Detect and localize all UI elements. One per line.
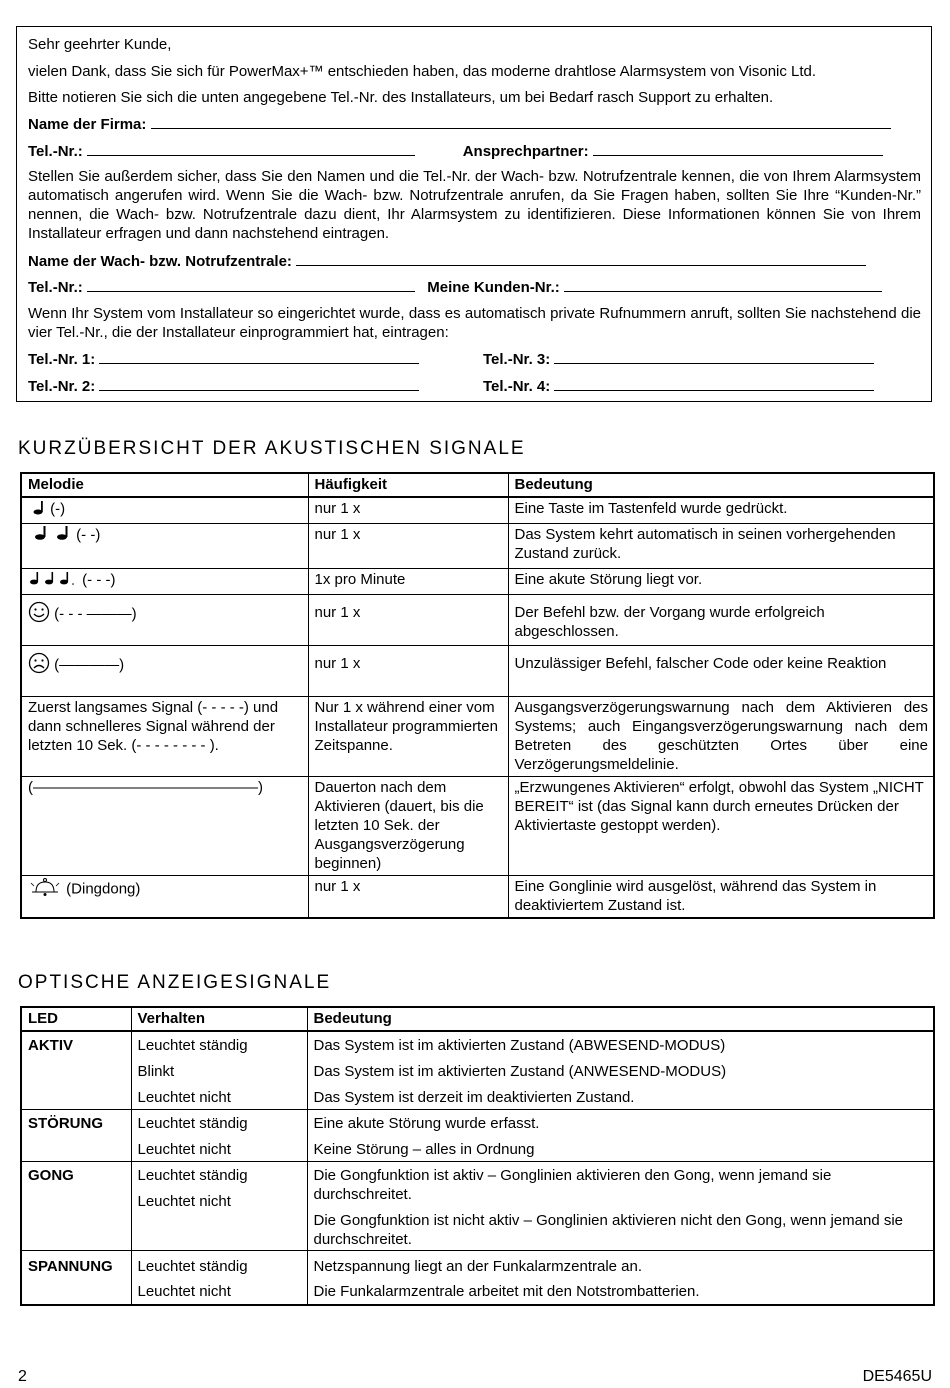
center-name-label: Name der Wach- bzw. Notrufzentrale: xyxy=(28,253,292,270)
tel-field-2[interactable] xyxy=(87,278,415,292)
melody-cell xyxy=(21,645,308,696)
melody-cell xyxy=(21,568,308,594)
meaning-cell: Eine akute Störung liegt vor. xyxy=(508,568,934,594)
tel-field[interactable] xyxy=(87,142,415,156)
optical-table xyxy=(20,1006,935,1306)
tel-contact-row xyxy=(28,142,921,161)
frequency-cell xyxy=(308,645,508,696)
happy-face-icon xyxy=(28,601,50,628)
greeting: Sehr geehrter Kunde, xyxy=(28,36,172,53)
meaning-cell xyxy=(508,594,934,645)
led-cell xyxy=(21,1277,131,1305)
installer-note: Bitte notieren Sie sich die unten angegebene Tel.-Nr. des Installateurs, um bei Bedarf rasch Support zu erhalten. xyxy=(28,89,774,106)
header-frequency: Häufigkeit xyxy=(308,473,508,497)
meaning-cell: „Erzwungenes Aktivieren“ erfolgt, obwohl das System „NICHT BEREIT“ ist (das Signal kann durch erneutes Drücken der Aktiviertaste gestoppt werden). xyxy=(508,776,934,875)
tel1-field[interactable] xyxy=(99,350,419,364)
tel4-label: Tel.-Nr. 4: xyxy=(483,378,551,395)
triple-note-icon xyxy=(28,570,78,591)
company-row xyxy=(28,115,921,134)
melody-text: (-) xyxy=(50,500,66,518)
page-number: 2 xyxy=(18,1368,27,1385)
tel-label: Tel.-Nr.: xyxy=(28,143,83,160)
meaning-cell xyxy=(307,1161,934,1250)
table-row xyxy=(21,1057,934,1083)
melody-text: (———————————————) xyxy=(28,778,263,796)
melody-cell xyxy=(21,523,308,568)
meaning-cell xyxy=(508,645,934,696)
melody-cell xyxy=(21,875,308,918)
melody-text: (- - - ———) xyxy=(54,604,137,622)
behavior-text: Leuchtet ständig xyxy=(137,1166,248,1184)
behavior-cell: Blinkt xyxy=(131,1057,307,1083)
table-row xyxy=(21,875,934,918)
table-row xyxy=(21,1135,934,1161)
led-cell: AKTIV xyxy=(21,1031,131,1057)
behavior-cell: Leuchtet ständig xyxy=(131,1031,307,1057)
led-cell: GONG xyxy=(21,1161,131,1250)
table-row xyxy=(21,696,934,776)
table-row xyxy=(21,594,934,645)
table-row xyxy=(21,568,934,594)
meaning-text: Die Gongfunktion ist nicht aktiv – Gonglinien aktivieren nicht den Gong, wenn jemand sie durchschreitet. xyxy=(313,1211,904,1248)
center-name-row xyxy=(28,252,921,271)
behavior-cell: Leuchtet nicht xyxy=(131,1083,307,1109)
table-row xyxy=(21,776,934,875)
meaning-cell: Eine Gonglinie wird ausgelöst, während das System in deaktiviertem Zustand ist. xyxy=(508,875,934,918)
melody-text: (- -) xyxy=(76,525,101,543)
melody-text: (————) xyxy=(54,655,125,673)
melody-cell xyxy=(21,696,308,776)
tel3-label: Tel.-Nr. 3: xyxy=(483,351,551,368)
customer-no-label: Meine Kunden-Nr.: xyxy=(427,279,560,296)
header-meaning: Bedeutung xyxy=(307,1007,934,1031)
meaning-text: Unzulässiger Befehl, falscher Code oder keine Reaktion xyxy=(514,654,887,672)
optical-heading: OPTISCHE ANZEIGESIGNALE xyxy=(18,972,332,993)
meaning-cell: Das System ist im aktivierten Zustand (ABWESEND-MODUS) xyxy=(307,1031,934,1057)
contact-field[interactable] xyxy=(593,142,883,156)
company-label: Name der Firma: xyxy=(28,116,147,133)
customer-no-field[interactable] xyxy=(564,278,882,292)
melody-text: Zuerst langsames Signal (- - - - -) und dann schnelleres Signal während der letzten 10 Sek. (- - - - - - - - ). xyxy=(28,698,279,754)
private-paragraph: Wenn Ihr System vom Installateur so eingerichtet wurde, dass es automatisch private Rufnummern anruft, sollten Sie nachstehend die vier Tel.-Nr., die der Installateur einprogrammiert hat, eintragen: xyxy=(28,305,921,341)
meaning-cell: Netzspannung liegt an der Funkalarmzentrale an. xyxy=(307,1250,934,1277)
meaning-cell: Die Funkalarmzentrale arbeitet mit den Notstrombatterien. xyxy=(307,1277,934,1305)
melody-cell xyxy=(21,594,308,645)
frequency-cell xyxy=(308,594,508,645)
frequency-cell: 1x pro Minute xyxy=(308,568,508,594)
meaning-cell: Eine akute Störung wurde erfasst. xyxy=(307,1109,934,1135)
meaning-cell: Ausgangsverzögerungswarnung nach dem Aktivieren des Systems; auch Eingangsverzögerungswarnung nach dem Betreten des geschützten Ortes über eine Verzögerungsmeldelinie. xyxy=(508,696,934,776)
meaning-cell: Das System ist derzeit im deaktivierten Zustand. xyxy=(307,1083,934,1109)
center-name-field[interactable] xyxy=(296,252,866,266)
frequency-cell: Nur 1 x während einer vom Installateur programmierten Zeitspanne. xyxy=(308,696,508,776)
table-row xyxy=(21,1083,934,1109)
melody-text: (Dingdong) xyxy=(66,879,141,897)
acoustic-header-row xyxy=(21,473,934,497)
frequency-cell: nur 1 x xyxy=(308,875,508,918)
table-row xyxy=(21,1031,934,1057)
center-paragraph: Stellen Sie außerdem sicher, dass Sie den Namen und die Tel.-Nr. der Wach- bzw. Notrufzentrale kennen, die von Ihrem Alarmsystem automatisch angerufen wird. Wenn Sie die Wach- bzw. Notrufzentrale anrufen, da Sie Fragen haben, sollten Sie Ihre “Kunden-Nr.” nennen, die Wach- bzw. Notrufzentrale dazu dient, Ihr Alarmsystem zu identifizieren. Diese Informationen können Sie von Ihrem Installateur erfragen und dann nachstehend eintragen. xyxy=(28,168,921,242)
thanks-text: vielen Dank, dass Sie sich für PowerMax+™ entschieden haben, das moderne drahtlose Alarmsystem von Visonic Ltd. xyxy=(28,63,817,80)
single-note-icon xyxy=(28,499,46,520)
tel1-label: Tel.-Nr. 1: xyxy=(28,351,96,368)
behavior-cell: Leuchtet ständig xyxy=(131,1250,307,1277)
optical-header-row xyxy=(21,1007,934,1031)
melody-cell xyxy=(21,776,308,875)
behavior-cell: Leuchtet nicht xyxy=(131,1277,307,1305)
frequency-cell: nur 1 x xyxy=(308,497,508,523)
table-row xyxy=(21,1109,934,1135)
tel3-row xyxy=(483,350,921,369)
table-row xyxy=(21,1161,934,1250)
meaning-text: Der Befehl bzw. der Vorgang wurde erfolgreich abgeschlossen. xyxy=(514,603,825,640)
tel4-row xyxy=(483,377,921,396)
tel-label-2: Tel.-Nr.: xyxy=(28,279,83,296)
table-row xyxy=(21,523,934,568)
table-row xyxy=(21,645,934,696)
table-row xyxy=(21,497,934,523)
meaning-cell: Keine Störung – alles in Ordnung xyxy=(307,1135,934,1161)
contact-label: Ansprechpartner: xyxy=(462,143,589,160)
frequency-text: nur 1 x xyxy=(314,654,361,672)
melody-cell xyxy=(21,497,308,523)
led-cell: STÖRUNG xyxy=(21,1109,131,1135)
header-melody: Melodie xyxy=(21,473,308,497)
header-led: LED xyxy=(21,1007,131,1031)
meaning-cell: Eine Taste im Tastenfeld wurde gedrückt. xyxy=(508,497,934,523)
melody-text: (- - -) xyxy=(82,570,116,588)
company-field[interactable] xyxy=(151,115,891,129)
frequency-text: nur 1 x xyxy=(314,603,361,621)
tel2-field[interactable] xyxy=(99,377,419,391)
behavior-cell xyxy=(131,1161,307,1250)
header-behavior: Verhalten xyxy=(131,1007,307,1031)
table-row xyxy=(21,1250,934,1277)
led-cell xyxy=(21,1083,131,1109)
header-meaning: Bedeutung xyxy=(508,473,934,497)
behavior-cell: Leuchtet nicht xyxy=(131,1135,307,1161)
meaning-cell: Das System ist im aktivierten Zustand (ANWESEND-MODUS) xyxy=(307,1057,934,1083)
meaning-cell: Das System kehrt automatisch in seinen vorhergehenden Zustand zurück. xyxy=(508,523,934,568)
bell-icon xyxy=(28,877,62,902)
frequency-cell: Dauerton nach dem Aktivieren (dauert, bis die letzten 10 Sek. der Ausgangsverzögerung beginnen) xyxy=(308,776,508,875)
acoustic-table xyxy=(20,472,935,919)
behavior-text: Leuchtet nicht xyxy=(137,1192,231,1210)
tel-customer-row xyxy=(28,278,921,297)
frequency-cell: nur 1 x xyxy=(308,523,508,568)
led-cell xyxy=(21,1057,131,1083)
tel3-field[interactable] xyxy=(554,350,874,364)
table-row xyxy=(21,1277,934,1305)
led-cell xyxy=(21,1135,131,1161)
double-note-icon xyxy=(28,525,72,546)
behavior-cell: Leuchtet ständig xyxy=(131,1109,307,1135)
tel2-label: Tel.-Nr. 2: xyxy=(28,378,96,395)
meaning-text: Die Gongfunktion ist aktiv – Gonglinien aktivieren den Gong, wenn jemand sie durchschreitet. xyxy=(313,1166,832,1203)
acoustic-heading: KURZÜBERSICHT DER AKUSTISCHEN SIGNALE xyxy=(18,438,526,459)
customer-info-box xyxy=(16,26,932,402)
tel4-field[interactable] xyxy=(554,377,874,391)
document-id: DE5465U xyxy=(862,1368,932,1385)
led-cell: SPANNUNG xyxy=(21,1250,131,1277)
sad-face-icon xyxy=(28,652,50,679)
